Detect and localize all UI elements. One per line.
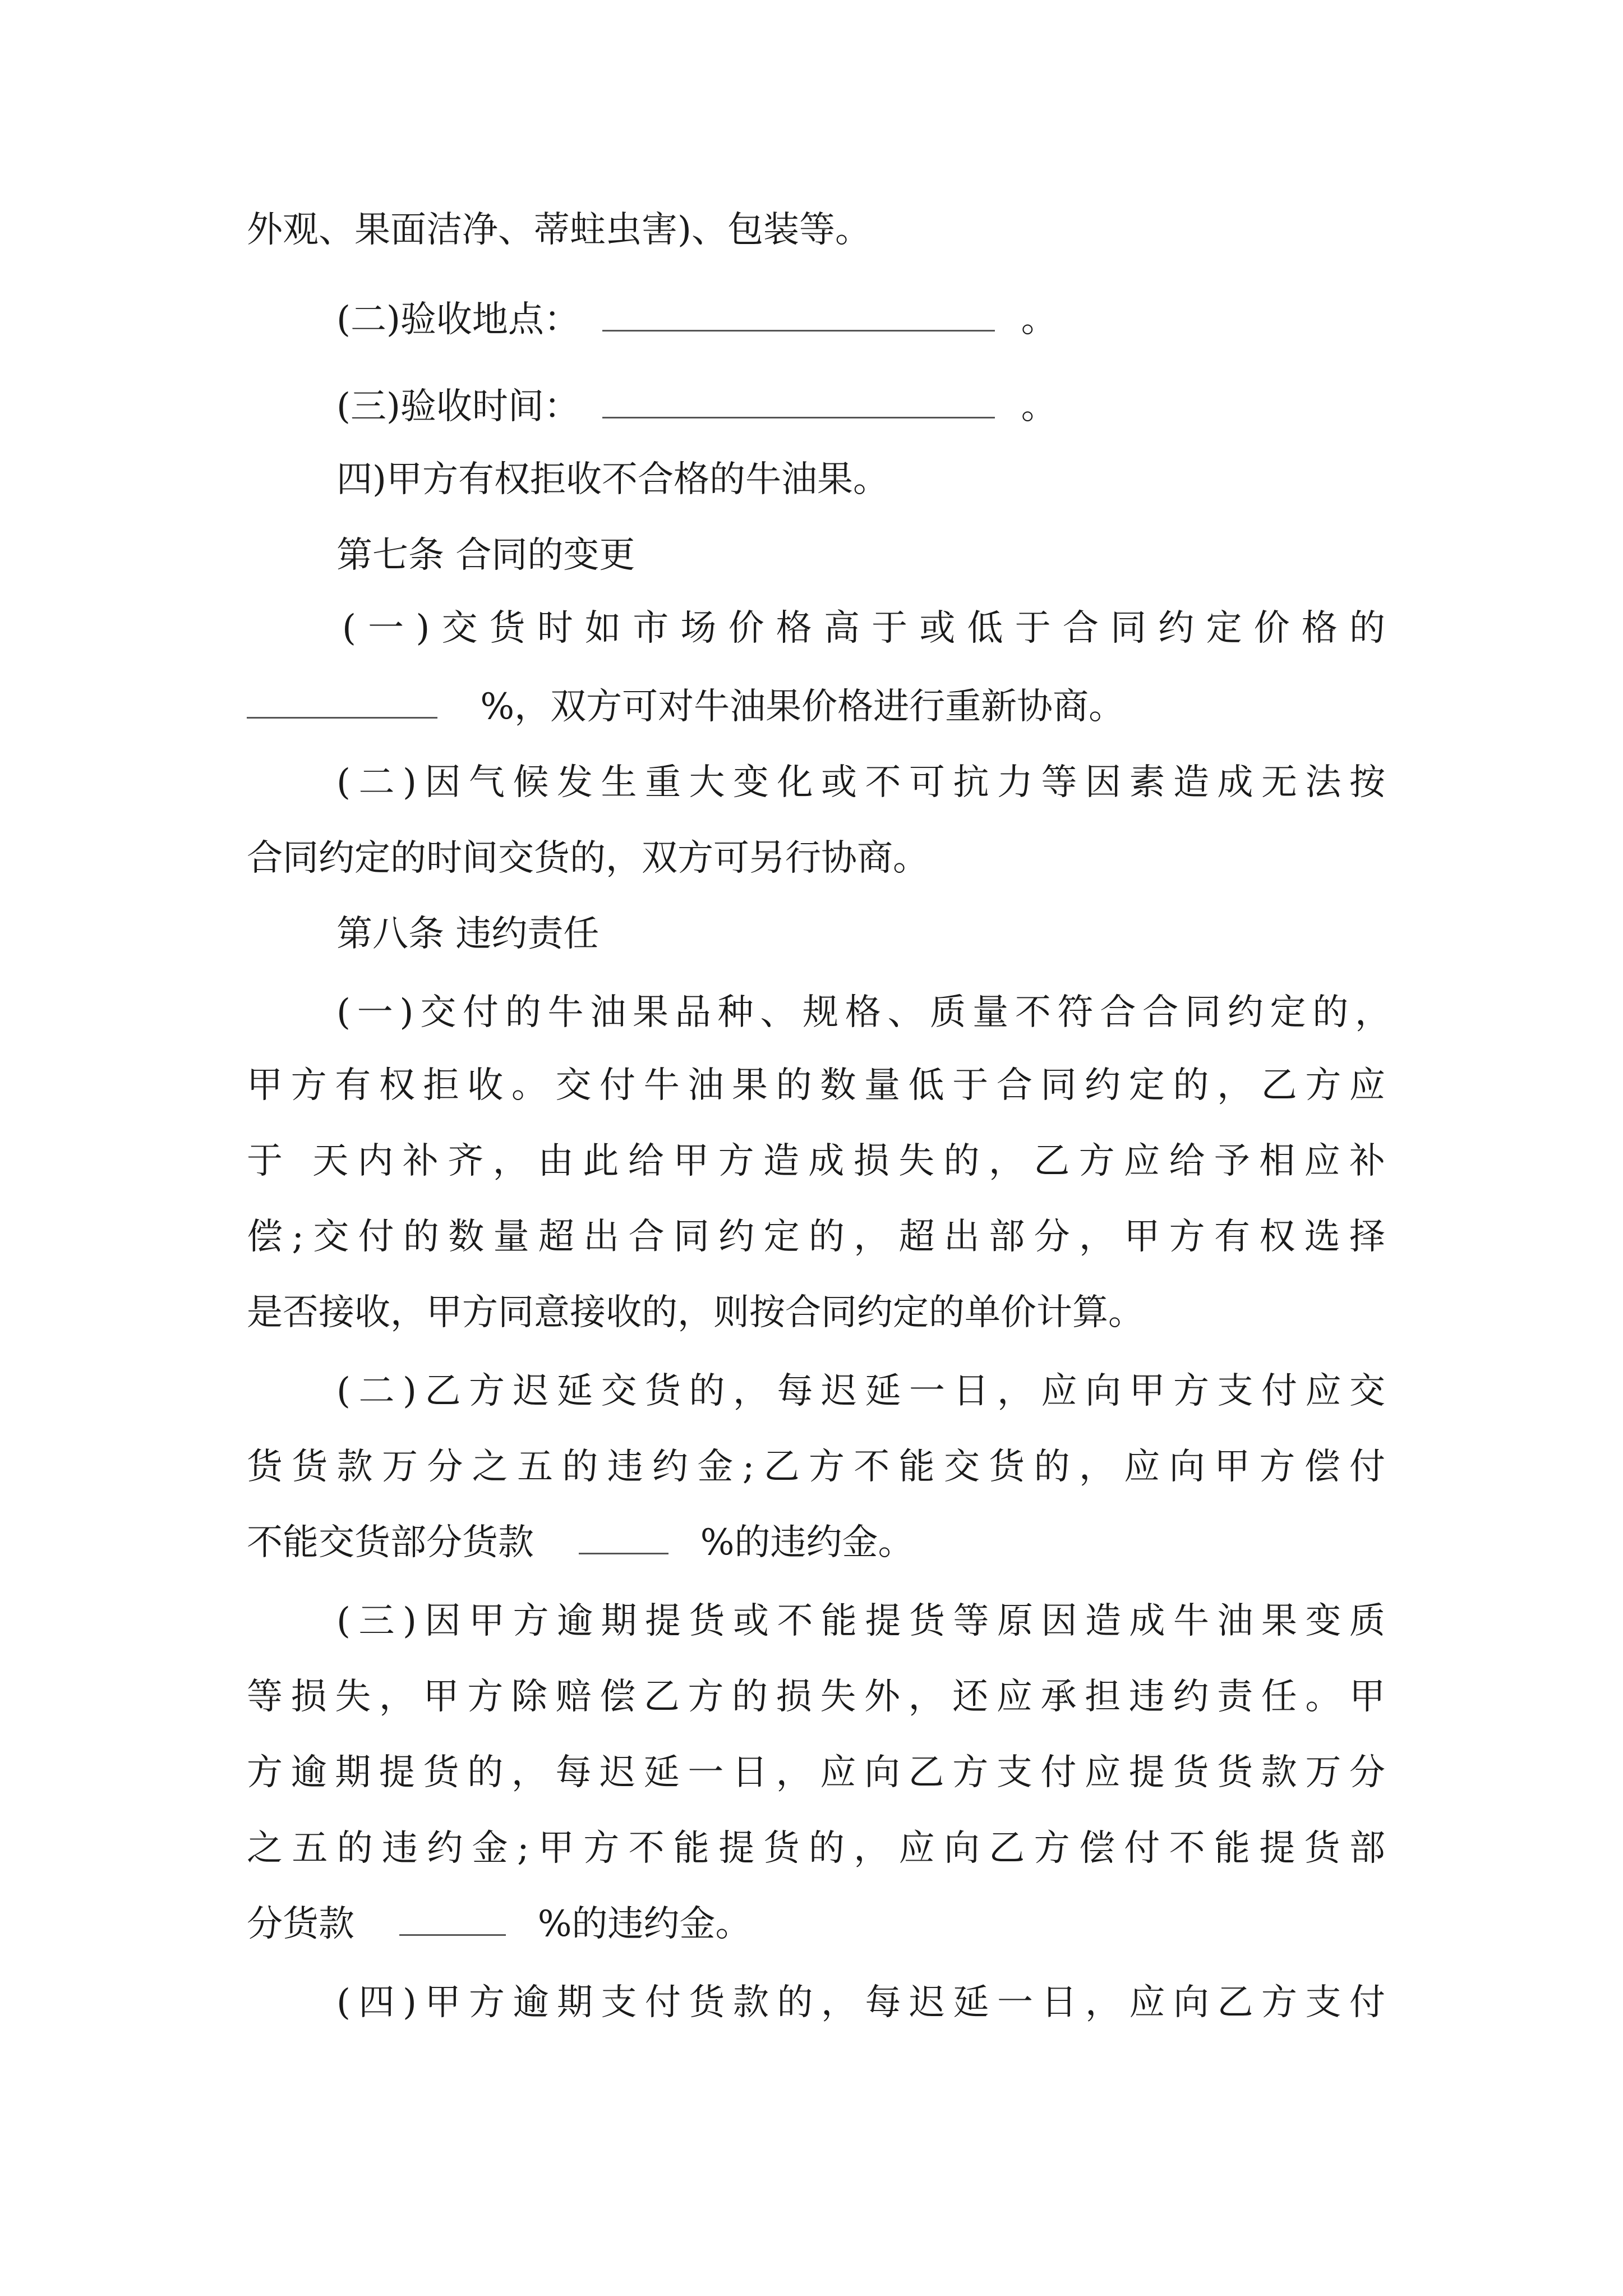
delivery-penalty-blank xyxy=(579,1520,668,1554)
field-label: (三)验收时间： xyxy=(336,386,580,427)
line-text: (二)乙方迟延交货的，每迟延一日，应向甲方支付应交 xyxy=(336,1370,1385,1412)
inspection-location-line xyxy=(336,297,1057,342)
pickup-penalty-line xyxy=(247,1902,751,1947)
body-line xyxy=(247,1290,1144,1335)
inspection-time-line xyxy=(336,384,1057,429)
field-suffix: 。 xyxy=(1021,299,1057,341)
delivery-penalty-line xyxy=(247,1520,914,1565)
line-text: (四)甲方逾期支付货款的，每迟延一日，应向乙方支付 xyxy=(336,1982,1385,2023)
line-text: 偿;交付的数量超出合同约定的，超出部分，甲方有权选择 xyxy=(247,1216,1385,1258)
line-text: (三)因甲方逾期提货或不能提货等原因造成牛油果变质 xyxy=(336,1600,1385,1642)
body-line xyxy=(247,836,929,881)
body-line xyxy=(336,1980,1385,2025)
price-threshold-blank xyxy=(247,684,437,719)
price-threshold-line xyxy=(247,684,1124,729)
line-text: (二)因气候发生重大变化或不可抗力等因素造成无法按 xyxy=(336,762,1385,803)
inspection-time-blank xyxy=(602,384,995,418)
field-label: 分货款 xyxy=(247,1903,354,1945)
line-text: 货货款万分之五的违约金;乙方不能交货的，应向甲方偿付 xyxy=(247,1446,1385,1488)
body-line xyxy=(336,760,1385,805)
article-heading xyxy=(336,912,599,956)
line-text: 外观、果面洁净、蒂蛀虫害)、包装等。 xyxy=(247,209,871,251)
article-8-heading: 第八条 违约责任 xyxy=(336,913,600,955)
line-text: 于 天内补齐，由此给甲方造成损失的，乙方应给予相应补 xyxy=(247,1140,1385,1182)
body-line xyxy=(247,1063,1385,1108)
body-line xyxy=(336,457,889,502)
article-7-heading: 第七条 合同的变更 xyxy=(336,535,635,576)
field-label: 不能交货部分货款 xyxy=(247,1522,534,1563)
body-line xyxy=(247,1826,1385,1871)
body-line xyxy=(336,1369,1385,1414)
line-text: 四)甲方有权拒收不合格的牛油果。 xyxy=(336,459,889,500)
line-text: 合同约定的时间交货的，双方可另行协商。 xyxy=(247,838,929,879)
article-heading xyxy=(336,533,635,578)
field-suffix: %的违约金。 xyxy=(537,1903,751,1945)
line-text: %，双方可对牛油果价格进行重新协商。 xyxy=(480,686,1125,728)
body-line xyxy=(247,1139,1385,1184)
body-line xyxy=(247,208,871,252)
line-text: (一)交付的牛油果品种、规格、质量不符合合同约定的， xyxy=(336,992,1391,1033)
body-line xyxy=(247,1750,1385,1795)
pickup-penalty-blank xyxy=(399,1902,506,1936)
line-text: (一)交货时如市场价格高于或低于合同约定价格的 xyxy=(342,608,1385,649)
body-line xyxy=(247,1214,1385,1259)
field-suffix: 。 xyxy=(1021,386,1057,427)
body-line xyxy=(336,1599,1385,1644)
line-text: 方逾期提货的，每迟延一日，应向乙方支付应提货货款万分 xyxy=(247,1752,1385,1793)
line-text: 甲方有权拒收。交付牛油果的数量低于合同约定的，乙方应 xyxy=(247,1065,1385,1106)
field-suffix: %的违约金。 xyxy=(700,1522,914,1563)
body-line xyxy=(342,606,1385,651)
field-label: (二)验收地点： xyxy=(336,299,580,341)
line-text: 之五的违约金;甲方不能提货的，应向乙方偿付不能提货部 xyxy=(247,1828,1385,1869)
body-line xyxy=(336,990,1391,1035)
line-text: 等损失，甲方除赔偿乙方的损失外，还应承担违约责任。甲 xyxy=(247,1676,1385,1718)
body-line xyxy=(247,1444,1385,1489)
body-line xyxy=(247,1674,1385,1719)
inspection-location-blank xyxy=(602,297,995,332)
line-text: 是否接收，甲方同意接收的，则按合同约定的单价计算。 xyxy=(247,1292,1144,1333)
